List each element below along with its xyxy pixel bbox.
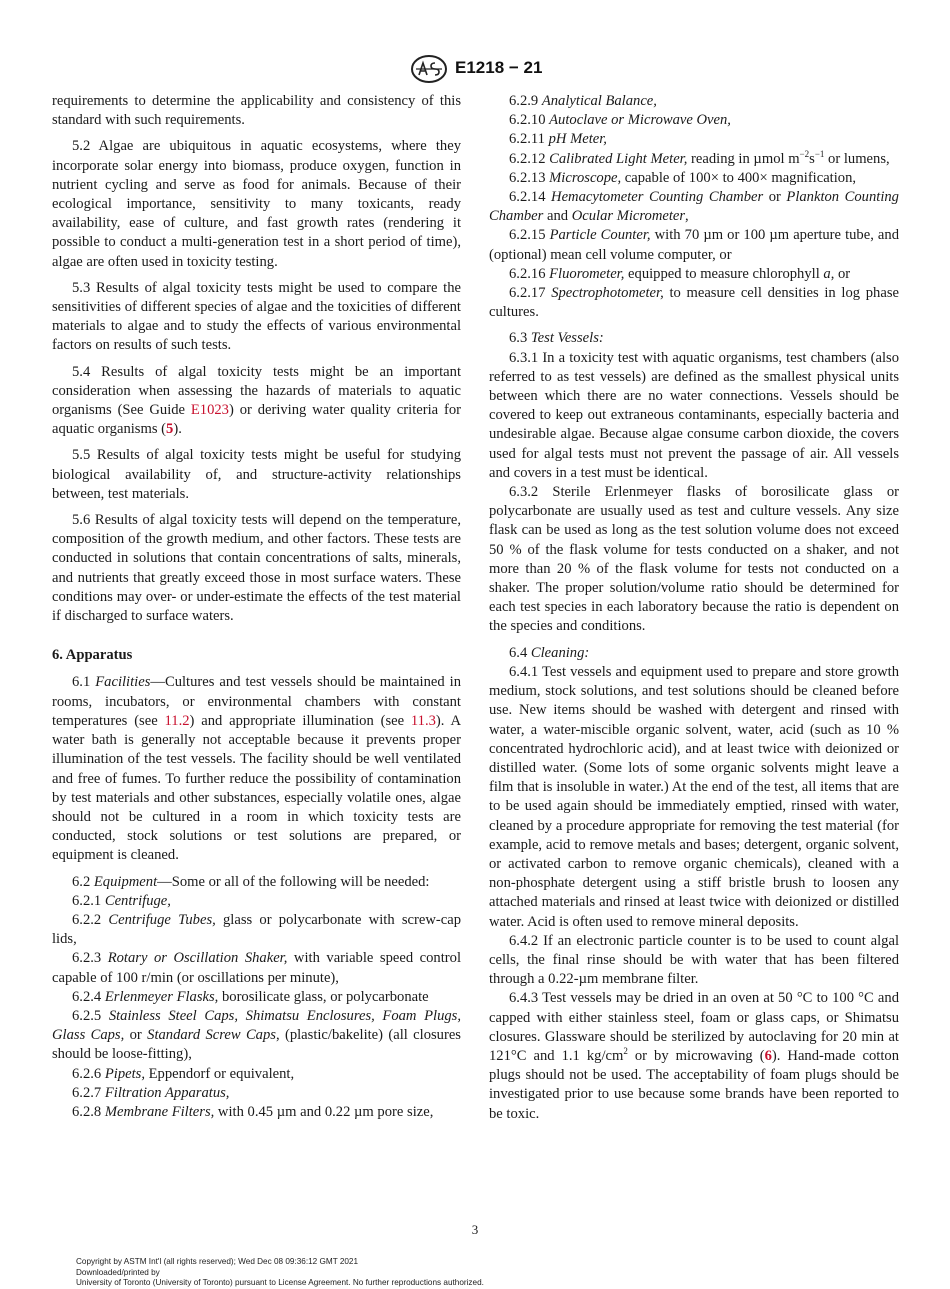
text-run: 6.2.2	[72, 911, 109, 928]
text-run: 6.2.6	[72, 1065, 105, 1082]
section-heading-apparatus: 6. Apparatus	[52, 647, 133, 664]
text-run: with 0.45 µm and 0.22 µm pore size,	[214, 1103, 434, 1120]
right-column	[489, 92, 899, 1124]
text-run: , or	[830, 265, 851, 282]
text-run: or	[763, 189, 787, 206]
text-run: 6.3	[509, 330, 531, 347]
left-column	[52, 92, 461, 1122]
text-run: or by microwaving (	[627, 1047, 765, 1064]
item-6-2-14	[489, 188, 899, 226]
text-run: ) and appropriate illumination (see	[189, 712, 411, 729]
text-run: 6.2.9	[509, 93, 542, 109]
term: Stainless Steel Caps, Shimatsu Enclosures, Foam Plugs, Glass Caps,	[52, 1007, 461, 1044]
term: Standard Screw Caps	[147, 1027, 276, 1044]
paragraph-6-3-1: 6.3.1 In a toxicity test with aquatic organisms, test chambers (also referred to as test vessels) are defined as the smallest physical units between which there are no water connections. Vessels should be covered to keep out extraneous contaminants, especially bacteria and undesirable algae. Because algae consume carbon dioxide, the covers used for algal tests must not prevent the passage of air. All vessels and covers in a test must be identical.	[489, 349, 899, 481]
term: Spectrophotometer,	[551, 285, 664, 302]
text-run: 6.2.11	[509, 131, 549, 148]
term: Membrane Filters,	[104, 1103, 215, 1120]
item-6-2-4	[52, 988, 461, 1007]
item-6-2-11	[489, 130, 899, 149]
paragraph-5-3: 5.3 Results of algal toxicity tests might be used to compare the sensitivities of different species of algae and the toxicities of different materials to algae and to study the effects of various environmental factors on results of such tests.	[52, 279, 461, 354]
paragraph-6-4-2: 6.4.2 If an electronic particle counter is to be used to count algal cells, the final rinse should be with water that has been filtered through a 0.22-µm membrane filter.	[489, 932, 899, 988]
heading-6-3	[489, 329, 899, 348]
text-run: 6.2.3	[72, 950, 108, 967]
text-run: 5.4 Results of algal toxicity tests might be an important consideration when assessing the hazards of materials to aquatic organisms (See Guide	[52, 363, 461, 419]
link-11-2[interactable]: 11.2	[164, 712, 190, 729]
text-run: —Some or all of the following will be needed:	[157, 873, 430, 890]
text-run: 6.2.10	[509, 112, 550, 129]
term: Ocular Micrometer	[571, 208, 686, 225]
superscript: 2	[623, 1046, 628, 1057]
term: Hemacytometer Counting Chamber	[551, 189, 764, 206]
paragraph-continuation: requirements to determine the applicability and consistency of this standard with such requirements.	[52, 93, 461, 129]
term: Rotary or Oscillation Shaker,	[107, 950, 288, 967]
text-run: ).	[173, 421, 182, 438]
paragraph-6-2	[52, 873, 461, 892]
term: Microscope,	[549, 169, 622, 186]
item-6-2-5	[52, 1007, 461, 1065]
text-run: —Cultures and test vessels should be maintained in rooms, incubators, or environmental chambers with constant temperatures (see	[52, 674, 462, 729]
text-run: 6.2.4	[72, 988, 105, 1005]
text-run: and	[543, 208, 572, 225]
text-run: to measure cell densities in log phase cultures.	[489, 285, 899, 321]
term: Calibrated Light Meter,	[549, 150, 688, 167]
item-6-2-2	[52, 911, 461, 949]
text-run: ) or deriving water quality criteria for aquatic organisms (	[52, 402, 461, 438]
term: Cleaning:	[530, 644, 590, 661]
item-6-2-16	[489, 265, 899, 284]
term: Erlenmeyer Flasks,	[104, 988, 219, 1005]
item-6-2-10	[489, 111, 899, 130]
text-run: 6.4.3 Test vessels may be dried in an oven at 50 °C to 100 °C and capped with either stainless steel, foam or glass caps, or Shimatsu closures. Glassware should be sterilized by autoclaving for 20 min at 121°C and 1.1 kg/cm	[489, 990, 899, 1064]
item-6-2-7	[52, 1084, 461, 1103]
text-run: 6.2.1	[72, 892, 105, 909]
text-run: 6.2.15	[509, 227, 550, 244]
term: Centrifuge Tubes,	[108, 911, 216, 928]
footer-line: Downloaded/printed by	[76, 1267, 160, 1277]
text-run: equipped to measure chlorophyll	[624, 265, 824, 282]
term: Test Vessels:	[530, 330, 604, 347]
paragraph-6-1	[52, 673, 461, 865]
paragraph-5-5: 5.5 Results of algal toxicity tests might be useful for studying biological availability of, and structure-activity relationships between, test materials.	[52, 447, 461, 502]
reference-link-6[interactable]: 6	[764, 1047, 772, 1064]
footer-line: University of Toronto (University of Toronto) pursuant to License Agreement. No further reproductions authorized.	[76, 1278, 484, 1287]
text-run: capable of 100× to 400× magnification,	[621, 169, 857, 186]
term: Pipets,	[104, 1065, 145, 1082]
text-run: 6.2.7	[72, 1084, 105, 1101]
text-run: 6.1	[72, 674, 96, 691]
link-11-3[interactable]: 11.3	[410, 712, 436, 729]
text-run: 6.2.16	[509, 265, 550, 282]
text-run: reading in µmol m	[687, 150, 800, 167]
text-run: 6.2.17	[509, 285, 552, 302]
text-run: 6.2.13	[509, 169, 550, 186]
text-run: ). A water bath is generally not acceptable because it prevents proper illumination of the test vessels. The facility should be well ventilated and free of fumes. To further reduce the possibility of contamination by test materials and other substances, especially volatile ones, algae should not be cultured in a room in which toxicity tests are conducted, stock solutions or test solutions are prepared, or equipment is cleaned.	[52, 712, 461, 864]
astm-logo-icon	[410, 54, 448, 84]
text-run: , (plastic/bakelite) (all closures should be loose-fitting),	[52, 1027, 461, 1063]
item-6-2-8	[52, 1103, 461, 1122]
term: Particle Counter,	[549, 227, 651, 244]
paragraph-6-4-1: 6.4.1 Test vessels and equipment used to prepare and store growth medium, stock solutions, and test solutions should be cleaned before use. New items should be washed with detergent and rinsed with water, a water-miscible organic solvent, water, acid (such as 10 % concentrated hydrochloric acid), and at least twice with deionized or distilled water. (Some lots of some organic solvents might leave a film that is insoluble in water.) At the end of the test, all items that are to be used again should be immediately emptied, rinsed with water, cleaned by a procedure appropriate for removing the test material (for example, acid to remove metals and bases; detergent, organic solvent, or activated carbon to remove organic chemicals), cleaned with a non-phosphate detergent using a stiff bristle brush to loosen any attached materials and rinsed at least twice with deionized or distilled water. Acid is often used to remove mineral deposits.	[489, 663, 899, 930]
superscript: −2	[799, 148, 810, 159]
text-run: 6.4	[509, 644, 531, 661]
item-6-2-3	[52, 949, 461, 987]
text-run: with variable speed control capable of 100 r/min (or oscillations per minute),	[52, 950, 461, 986]
item-6-2-1	[52, 892, 461, 911]
copyright-footer	[76, 1257, 484, 1289]
term: Plankton Counting Chamber	[489, 189, 899, 225]
text-run: Eppendorf or equivalent,	[144, 1065, 295, 1082]
item-6-2-9	[489, 92, 899, 111]
item-6-2-13	[489, 169, 899, 188]
paragraph-5-6: 5.6 Results of algal toxicity tests will depend on the temperature, composition of the growth medium, and other factors. These tests are conducted in solutions that contain concentrations of salts, minerals, and nutrients that greatly exceed those in most surface waters. These conditions may over- or under-estimate the effects of the test material if discharged to surface waters.	[52, 512, 461, 625]
text-run: with 70 µm or 100 µm aperture tube, and (optional) mean cell volume computer, or	[489, 227, 900, 263]
page-header	[0, 54, 950, 84]
term: Analytical Balance,	[541, 93, 657, 109]
item-6-2-6	[52, 1065, 461, 1084]
item-6-2-12	[489, 150, 899, 169]
term: Autoclave or Microwave Oven,	[549, 112, 731, 129]
term: Fluorometer,	[549, 265, 625, 282]
term: Centrifuge,	[104, 892, 171, 909]
paragraph-5-2: 5.2 Algae are ubiquitous in aquatic ecosystems, where they incorporate solar energy into biomass, produce oxygen, function in nutrient cycling and serve as food for animals. Because of their ecological importance, sensitivity to many toxicants, ready availability, ease of culture, and fast growth rates (rendering it possible to conduct a multi-generation test in a short period of time), algae are often used in toxicity testing.	[52, 138, 461, 270]
heading-6-4	[489, 644, 899, 663]
text-run: ,	[685, 208, 689, 225]
footer-line: Copyright by ASTM Int'l (all rights reserved); Wed Dec 08 09:36:12 GMT 2021	[76, 1257, 359, 1266]
paragraph-6-4-3	[489, 989, 899, 1123]
term: Filtration Apparatus,	[104, 1084, 230, 1101]
term: pH Meter,	[548, 131, 607, 148]
text-run: 6.2	[72, 873, 94, 890]
term: a	[823, 265, 831, 282]
term: Equipment	[93, 873, 158, 890]
paragraph-6-3-2: 6.3.2 Sterile Erlenmeyer flasks of borosilicate glass or polycarbonate are usually used as test and culture vessels. Any size flask can be used as long as the test solution volume does not exceed 50 % of the flask volume for tests conducted on a shaker, and not more than 20 % of the flask volume for tests not conducted on a shaker. The proper solution/volume ratio should be determined for each test species in each laboratory because the ratio is dependent on the species and conditions.	[489, 484, 899, 635]
document-id: E1218 − 21	[455, 58, 543, 77]
text-run: 6.2.5	[72, 1007, 109, 1024]
item-6-2-15	[489, 226, 899, 264]
text-run: or	[124, 1027, 148, 1044]
text-run: 6.2.12	[509, 150, 550, 167]
text-run: borosilicate glass, or polycarbonate	[218, 988, 429, 1005]
text-run: or lumens,	[824, 150, 890, 167]
page-number: 3	[471, 1222, 479, 1237]
paragraph-5-4	[52, 363, 461, 440]
reference-link-5[interactable]: 5	[166, 421, 174, 438]
text-run: glass or polycarbonate with screw-cap lids,	[52, 911, 461, 948]
text-run: s	[809, 150, 815, 167]
link-e1023[interactable]: E1023	[190, 402, 229, 419]
item-6-2-17	[489, 284, 899, 322]
text-run: ). Hand-made cotton plugs should not be used. The acceptability of foam plugs should be investigated prior to use because some brands have been reported to be toxic.	[489, 1047, 899, 1122]
term: Facilities	[95, 674, 151, 691]
text-run: 6.2.8	[72, 1103, 105, 1120]
superscript: −1	[814, 148, 825, 159]
text-run: 6.2.14	[509, 189, 552, 206]
